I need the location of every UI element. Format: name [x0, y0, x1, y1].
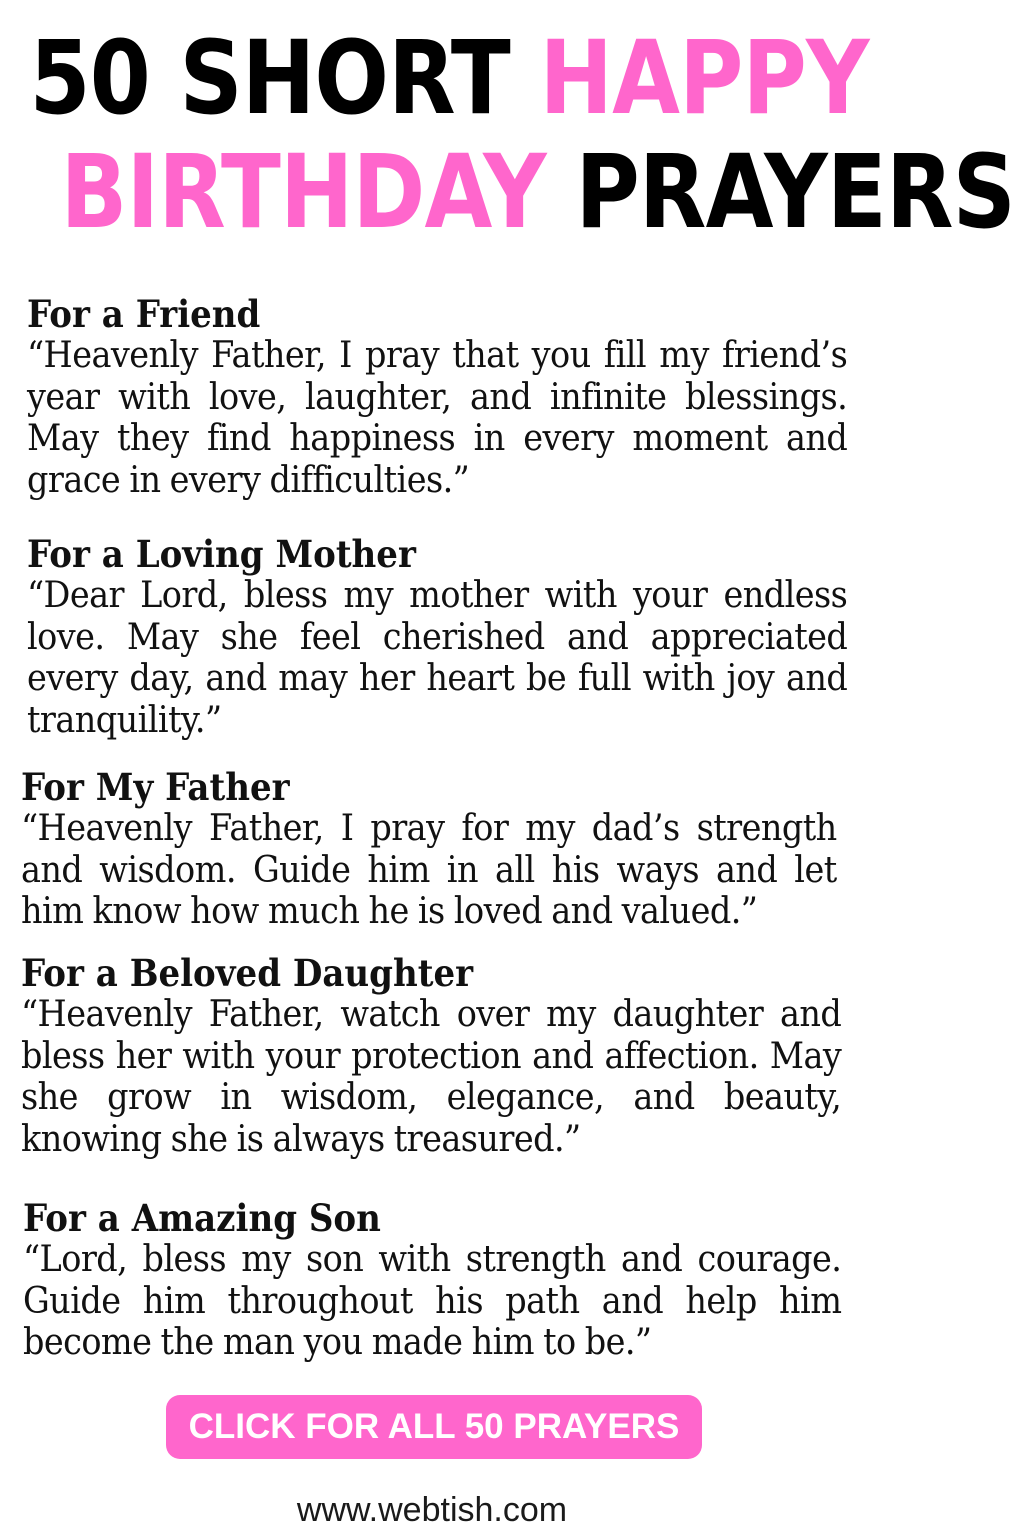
title-black-part: 50 SHORT	[29, 19, 510, 138]
prayer-text: “Lord, bless my son with strength and courage. Guide him throughout his path and help him become the man you made him to be.”	[23, 1239, 842, 1363]
prayer-text: “Dear Lord, bless my mother with your endless love. May she feel cherished and appreciated every day, and may her heart be full with joy and tranquility.”	[27, 575, 848, 741]
title-line-2	[60, 133, 1015, 252]
prayer-heading: For My Father	[21, 765, 290, 809]
title-pink-part: HAPPY	[539, 19, 869, 138]
prayer-section-friend	[27, 293, 909, 501]
prayer-text: “Heavenly Father, watch over my daughter and bless her with your protection and affection. May she grow in wisdom, elegance, and beauty, knowing she is always treasured.”	[21, 994, 842, 1160]
prayer-heading: For a Beloved Daughter	[21, 951, 474, 995]
prayer-text: “Heavenly Father, I pray for my dad’s strength and wisdom. Guide him in all his ways and let him know how much he is loved and valued.”	[21, 808, 837, 932]
all-prayers-button[interactable]: CLICK FOR ALL 50 PRAYERS	[166, 1395, 702, 1459]
prayer-heading: For a Amazing Son	[23, 1196, 381, 1240]
prayer-section-father	[21, 766, 898, 933]
prayer-heading: For a Loving Mother	[27, 532, 416, 576]
prayer-section-son	[23, 1197, 903, 1364]
prayer-heading: For a Friend	[27, 292, 261, 336]
prayer-section-daughter	[21, 952, 903, 1160]
title-black-part: PRAYERS	[575, 133, 1015, 252]
prayer-text: “Heavenly Father, I pray that you fill my friend’s year with love, laughter, and infinite blessings. May they find happiness in every moment and grace in every difficulties.”	[27, 335, 848, 501]
page-title	[29, 19, 1015, 252]
prayer-section-mother	[27, 533, 909, 741]
title-pink-part: BIRTHDAY	[60, 133, 546, 252]
website-url[interactable]: www.webtish.com	[296, 1491, 568, 1529]
title-line-1	[29, 19, 869, 138]
